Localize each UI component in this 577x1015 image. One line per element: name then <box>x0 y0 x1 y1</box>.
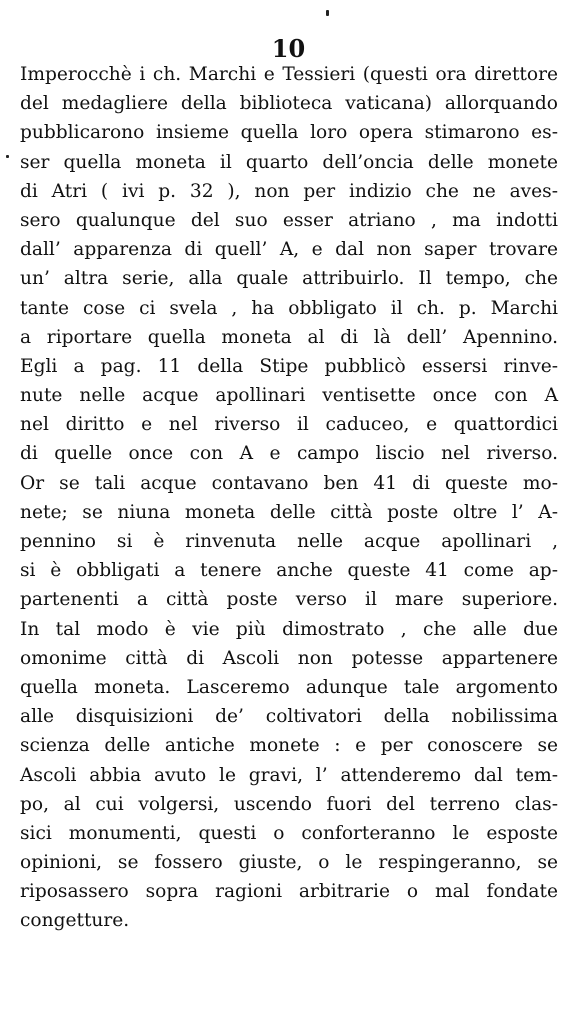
text-line: del medagliere della biblioteca vaticana) allorquando <box>20 93 558 115</box>
text-line: riposassero sopra ragioni arbitrarie o mal fondate <box>20 881 558 903</box>
text-line: pubblicarono insieme quella loro opera stimarono es- <box>20 122 558 144</box>
text-line: opinioni, se fossero giuste, o le respingeranno, se <box>20 852 558 874</box>
ink-speck <box>6 155 9 158</box>
text-line: Imperocchè i ch. Marchi e Tessieri (questi ora direttore <box>20 64 558 85</box>
text-line: dall’ apparenza di quell’ A, e dal non saper trovare <box>20 239 558 261</box>
text-line: Egli a pag. 11 della Stipe pubblicò essersi rinve- <box>20 355 558 377</box>
text-line: si è obbligati a tenere anche queste 41 come ap- <box>20 560 558 582</box>
text-line: tante cose ci svela , ha obbligato il ch. p. Marchi <box>20 297 558 319</box>
text-line: scienza delle antiche monete : e per conoscere se <box>20 735 558 757</box>
text-line: sici monumenti, questi o conforteranno le esposte <box>20 822 558 844</box>
text-line: pennino si è rinvenuta nelle acque apollinari , <box>20 531 558 552</box>
body-text <box>20 60 558 936</box>
text-line: a riportare quella moneta al di là dell’ Apennino. <box>20 326 558 348</box>
text-line: quella moneta. Lasceremo adunque tale argomento <box>20 676 558 698</box>
text-line: congetture. <box>20 910 130 932</box>
text-line: Or se tali acque contavano ben 41 di queste mo- <box>20 472 558 494</box>
text-line: di quelle once con A e campo liscio nel riverso. <box>20 443 558 465</box>
text-line: Ascoli abbia avuto le gravi, l’ attenderemo dal tem- <box>20 764 558 786</box>
text-line: omonime città di Ascoli non potesse appartenere <box>20 647 558 669</box>
text-line: po, al cui volgersi, uscendo fuori del terreno clas- <box>20 793 558 815</box>
ink-speck <box>326 10 329 16</box>
text-line: nel diritto e nel riverso il caduceo, e quattordici <box>20 414 558 436</box>
page-number: 10 <box>271 34 306 63</box>
text-line: sero qualunque del suo esser atriano , ma indotti <box>20 209 558 231</box>
text-line: ser quella moneta il quarto dell’oncia delle monete <box>20 151 558 173</box>
text-line: nete; se niuna moneta delle città poste oltre l’ A- <box>20 501 558 523</box>
text-line: di Atri ( ivi p. 32 ), non per indizio che ne aves- <box>20 180 558 202</box>
text-line: partenenti a città poste verso il mare superiore. <box>20 589 558 611</box>
text-line: nute nelle acque apollinari ventisette once con A <box>20 385 558 407</box>
text-line: un’ altra serie, alla quale attribuirlo. Il tempo, che <box>20 268 558 290</box>
text-line: In tal modo è vie più dimostrato , che alle due <box>20 618 558 640</box>
text-line: alle disquisizioni de’ coltivatori della nobilissima <box>20 706 558 728</box>
